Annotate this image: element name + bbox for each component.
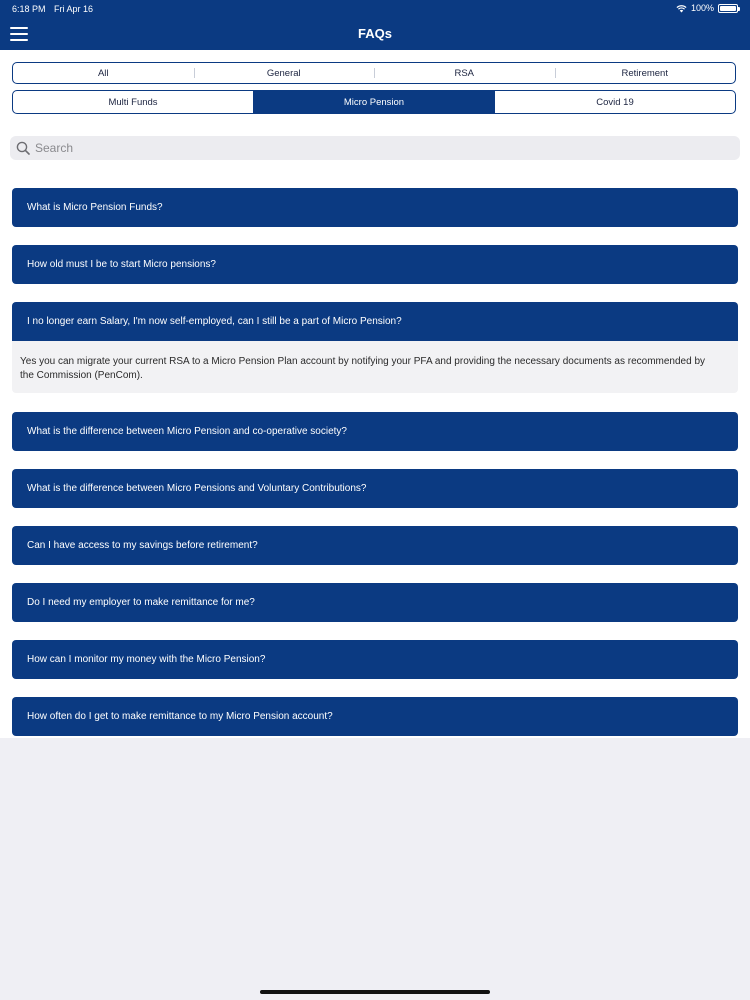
- category-tabs-row-2: [12, 90, 736, 114]
- faq-question[interactable]: How often do I get to make remittance to my Micro Pension account?: [12, 697, 738, 736]
- faq-item: [12, 697, 738, 736]
- category-tabs-row-1: [12, 62, 736, 84]
- faq-question[interactable]: Can I have access to my savings before retirement?: [12, 526, 738, 565]
- home-indicator[interactable]: [260, 990, 490, 994]
- battery-percent: 100%: [690, 3, 714, 13]
- faq-question[interactable]: I no longer earn Salary, I'm now self-employed, can I still be a part of Micro Pension?: [12, 302, 738, 341]
- faq-question[interactable]: What is the difference between Micro Pension and co-operative society?: [12, 412, 738, 451]
- faq-answer: Yes you can migrate your current RSA to a Micro Pension Plan account by notifying your PFA and providing the necessary documents as recommended by the Commission (PenCom).: [12, 341, 738, 393]
- faq-question[interactable]: What is the difference between Micro Pensions and Voluntary Contributions?: [12, 469, 738, 508]
- faq-question[interactable]: Do I need my employer to make remittance for me?: [12, 583, 738, 622]
- search-bar: [10, 136, 740, 160]
- search-input[interactable]: [33, 140, 717, 156]
- faq-item: [12, 469, 738, 508]
- status-date: Fri Apr 16: [54, 4, 94, 14]
- search-icon: [16, 141, 30, 155]
- battery-icon: [718, 4, 738, 13]
- faq-item: [12, 245, 738, 284]
- status-right: [676, 3, 738, 13]
- tab-multi-funds[interactable]: Multi Funds: [108, 96, 158, 108]
- faq-item: [12, 640, 738, 679]
- page-title: FAQs: [358, 26, 392, 41]
- wifi-icon: [676, 4, 687, 13]
- faq-item: [12, 188, 738, 227]
- faq-question[interactable]: What is Micro Pension Funds?: [12, 188, 738, 227]
- faq-item: [12, 412, 738, 451]
- status-bar: [0, 0, 750, 18]
- faq-item: [12, 583, 738, 622]
- status-time: 6:18 PM: [12, 4, 46, 14]
- faq-item-expanded: [12, 302, 738, 393]
- faq-item: [12, 526, 738, 565]
- navigation-bar: [0, 0, 750, 50]
- tab-retirement[interactable]: Retirement: [555, 63, 736, 83]
- faq-content: [0, 50, 750, 738]
- faq-question[interactable]: How can I monitor my money with the Micro Pension?: [12, 640, 738, 679]
- tab-covid-19[interactable]: Covid 19: [494, 91, 735, 113]
- tab-rsa[interactable]: RSA: [374, 63, 555, 83]
- faq-question[interactable]: How old must I be to start Micro pensions?: [12, 245, 738, 284]
- tab-micro-pension[interactable]: Micro Pension: [253, 91, 494, 113]
- tab-general[interactable]: General: [194, 63, 375, 83]
- tab-all[interactable]: All: [97, 67, 109, 79]
